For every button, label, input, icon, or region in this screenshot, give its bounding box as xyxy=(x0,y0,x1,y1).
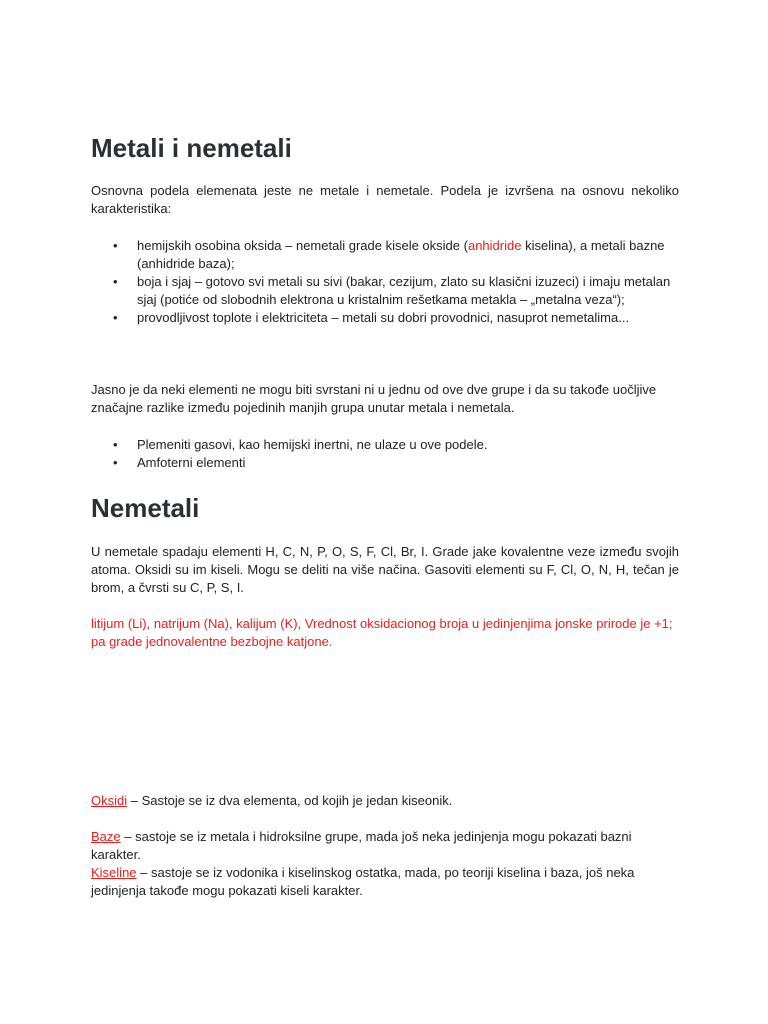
paragraph-groups: Jasno je da neki elementi ne mogu biti svrstani ni u jednu od ove dve grupe i da su takođe uočljive značajne razlike između pojedinih manjih grupa unutar metala i nemetala. xyxy=(91,382,657,415)
heading-metali-i-nemetali: Metali i nemetali xyxy=(91,133,292,163)
definition-oksidi xyxy=(91,792,679,810)
bullet-icon: • xyxy=(113,437,118,452)
definition-text: – sastoje se iz vodonika i kiselinskog ostatka, mada, po teoriji kiselina i baza, još neka jedinjenja takođe mogu pokazati kiseli karakter. xyxy=(91,865,635,898)
kiseline-link[interactable]: Kiseline xyxy=(91,865,137,880)
bullet-icon: • xyxy=(113,310,118,325)
alkali-metals-paragraph: litijum (Li), natrijum (Na), kalijum (K), Vrednost oksidacionog broja u jedinjenjima jonske prirode je +1; pa grade jednovalentne bezbojne katjone. xyxy=(91,616,673,649)
list-item xyxy=(91,309,679,327)
list-item-text: provodljivost toplote i elektriciteta – metali su dobri provodnici, nasuprot nemetalima... xyxy=(137,310,630,325)
list-item xyxy=(91,237,679,273)
list-item xyxy=(91,454,679,472)
bullet-icon: • xyxy=(113,274,118,289)
bullet-icon: • xyxy=(113,238,118,253)
nemetali-paragraph: U nemetale spadaju elementi H, C, N, P, O, S, F, Cl, Br, I. Grade jake kovalentne veze između svojih atoma. Oksidi su im kiseli. Mogu se deliti na više načina. Gasoviti elementi su F, Cl, O, N, H, tečan je brom, a čvrsti su C, P, S, I. xyxy=(91,544,679,595)
heading-nemetali: Nemetali xyxy=(91,493,200,523)
bullet-icon: • xyxy=(113,455,118,470)
list-item xyxy=(91,273,679,309)
list-item-text: Amfoterni elementi xyxy=(137,455,246,470)
anhidride-highlight: anhidride xyxy=(467,238,522,253)
list-item-text: hemijskih osobina oksida – nemetali grade kisele okside ( xyxy=(137,238,468,253)
list-item-text: Plemeniti gasovi, kao hemijski inertni, ne ulaze u ove podele. xyxy=(137,437,488,452)
oksidi-link[interactable]: Oksidi xyxy=(91,793,128,808)
definition-kiseline xyxy=(91,864,679,900)
definition-text: – sastoje se iz metala i hidroksilne grupe, mada još neka jedinjenja mogu pokazati bazni karakter. xyxy=(91,829,632,862)
list-item-text: kiselina), a metali bazne (anhidride baza); xyxy=(137,238,665,271)
list-item-text: boja i sjaj – gotovo svi metali su sivi (bakar, cezijum, zlato su klasični izuzeci) i imaju metalan sjaj (potiće od slobodnih elektrona u kristalnim rešetkama metakla – „metalna veza“); xyxy=(137,274,671,307)
definition-baze xyxy=(91,828,679,864)
baze-link[interactable]: Baze xyxy=(91,829,121,844)
properties-list xyxy=(91,237,679,327)
list-item xyxy=(91,436,679,454)
definition-text: – Sastoje se iz dva elementa, od kojih je jedan kiseonik. xyxy=(127,793,453,808)
intro-paragraph: Osnovna podela elemenata jeste ne metale i nemetale. Podela je izvršena na osnovu nekoliko karakteristika: xyxy=(91,183,679,216)
special-elements-list xyxy=(91,436,679,472)
